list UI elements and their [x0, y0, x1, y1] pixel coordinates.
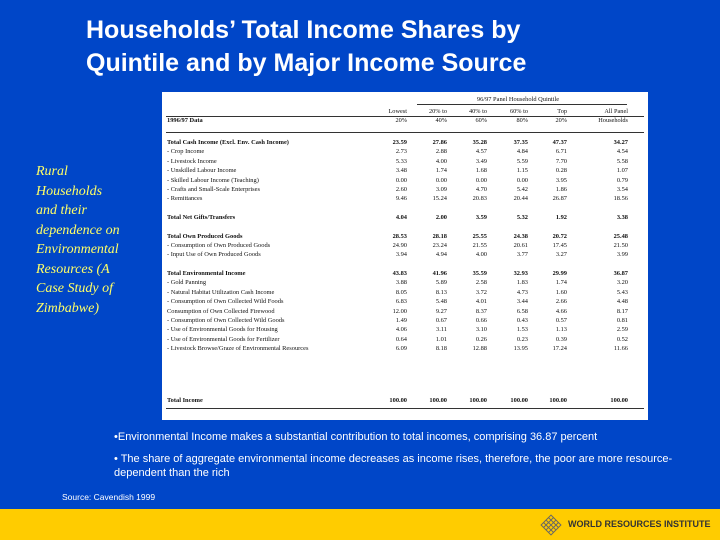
table-cell: 6.58 [516, 307, 528, 315]
table-cell: 8.18 [435, 345, 447, 353]
table-cell: 27.86 [432, 139, 447, 146]
table-cell: 43.83 [392, 270, 407, 277]
table-cell: 25.48 [613, 232, 628, 240]
table-cell: 23.59 [392, 139, 407, 146]
table-cell: 1.60 [555, 288, 567, 296]
table-cell: 21.50 [613, 242, 628, 249]
table-row-label: - Gold Panning [167, 279, 207, 287]
table-row-label: - Consumption of Own Collected Wild Foods [167, 298, 284, 306]
table-cell: 3.10 [475, 326, 487, 334]
table-cell: 5.48 [435, 298, 447, 306]
table-cell: 28.53 [392, 232, 407, 240]
side-note-line: Households [36, 183, 103, 199]
table-cell: 0.67 [435, 317, 447, 324]
table-cell: 4.54 [616, 148, 628, 156]
table-col-header-top: 40% to [468, 108, 487, 115]
table-col-header-top: 60% to [509, 108, 528, 115]
table-cell: 3.72 [475, 288, 487, 296]
table-cell: 20.83 [472, 195, 487, 203]
table-cell: 100.00 [389, 397, 407, 404]
side-note-line: dependence on [36, 222, 120, 238]
table-cell: 8.17 [616, 307, 628, 315]
table-rule [166, 408, 644, 409]
title-line-2: Quintile and by Major Income Source [86, 49, 527, 77]
side-note-line: Resources (A [36, 261, 110, 277]
bullet-list [114, 430, 684, 488]
table-row-label: - Crafts and Small-Scale Enterprises [167, 186, 260, 193]
table-row-label: - Consumption of Own Collected Wild Goods [167, 317, 285, 324]
table-cell: 0.52 [616, 335, 628, 343]
table-cell: 24.90 [392, 242, 407, 249]
table-cell: 0.39 [555, 335, 567, 343]
table-row-label: Total Income [167, 397, 203, 404]
title-line-1: Households’ Total Income Shares by [86, 16, 521, 44]
table-cell: 4.70 [475, 186, 487, 193]
table-cell: 5.59 [516, 157, 528, 165]
side-note [36, 162, 140, 318]
table-row-label: - Livestock Browse/Graze of Environmental Resources [167, 345, 309, 353]
table-cell: 32.93 [513, 270, 528, 277]
table-cell: 4.00 [475, 251, 487, 259]
table-cell: 28.18 [432, 232, 447, 240]
side-note-line: Case Study of [36, 281, 113, 296]
table-cell: 12.88 [472, 345, 487, 353]
table-row-label: - Use of Environmental Goods for Fertilizer [167, 335, 280, 343]
table-cell: 35.59 [472, 270, 487, 277]
bullet-item: •Environmental Income makes a substantial contribution to total incomes, comprising 36.87 percent [114, 431, 598, 443]
table-cell: 3.59 [475, 214, 487, 221]
side-note-line: Rural [36, 164, 68, 179]
table-cell: 29.99 [552, 270, 567, 277]
table-row-label: - Skilled Labour Income (Teaching) [167, 176, 259, 184]
table-cell: 25.55 [472, 232, 487, 240]
table-col-header-top: Lowest [388, 108, 407, 115]
table-corner-label: 1996/97 Data [167, 117, 203, 124]
table-col-header-bottom: 20% [555, 117, 567, 124]
table-col-header-bottom: Households [598, 117, 628, 124]
table-cell: 6.09 [395, 345, 407, 353]
table-row-label: Total Own Produced Goods [167, 232, 243, 240]
table-row-label: - Use of Environmental Goods for Housing [167, 326, 278, 334]
table-cell: 20.44 [513, 195, 528, 203]
table-cell: 100.00 [469, 397, 487, 404]
table-cell: 0.28 [555, 167, 567, 175]
table-cell: 8.37 [475, 307, 487, 315]
table-cell: 20.61 [513, 242, 528, 249]
table-cell: 37.35 [513, 139, 528, 146]
income-table [162, 92, 648, 420]
table-cell: 1.92 [555, 214, 567, 221]
table-cell: 5.42 [516, 186, 528, 193]
side-note-line: and their [36, 203, 87, 218]
table-cell: 6.71 [555, 148, 567, 156]
table-rule [417, 104, 627, 105]
table-cell: 4.73 [516, 288, 528, 296]
table-cell: 0.64 [395, 335, 407, 343]
table-cell: 17.45 [552, 242, 567, 249]
table-cell: 4.66 [555, 307, 567, 315]
table-cell: 17.24 [552, 345, 567, 353]
table-cell: 12.00 [392, 307, 407, 315]
table-cell: 15.24 [432, 195, 447, 203]
table-cell: 4.84 [516, 148, 528, 156]
table-cell: 4.04 [395, 214, 407, 221]
table-cell: 100.00 [610, 397, 628, 404]
table-cell: 3.11 [436, 326, 447, 334]
table-cell: 41.96 [432, 270, 447, 277]
table-cell: 2.66 [555, 298, 567, 306]
table-rule [166, 132, 644, 133]
table-row-label: - Consumption of Own Produced Goods [167, 242, 271, 249]
table-cell: 1.49 [395, 317, 407, 324]
table-col-header-top: Top [557, 108, 567, 115]
table-cell: 24.38 [513, 232, 528, 240]
table-cell: 0.00 [516, 176, 528, 184]
table-cell: 3.99 [616, 251, 628, 259]
table-row-label: Total Environmental Income [167, 270, 246, 277]
table-cell: 9.27 [435, 307, 447, 315]
table-cell: 3.09 [435, 186, 447, 193]
table-cell: 4.48 [616, 298, 628, 306]
table-cell: 4.00 [435, 157, 447, 165]
table-row-label: - Crop Income [167, 148, 205, 156]
side-note-line: Environmental [36, 242, 119, 257]
table-cell: 1.07 [616, 167, 628, 175]
table-cell: 1.86 [555, 186, 567, 193]
table-row-label: - Livestock Income [167, 157, 217, 165]
table-cell: 3.44 [516, 298, 528, 306]
table-cell: 1.83 [516, 279, 528, 287]
table-row-label: - Remittances [167, 195, 203, 203]
table-cell: 18.56 [613, 195, 628, 203]
slide-title [86, 14, 686, 80]
table-cell: 9.46 [395, 195, 407, 203]
table-col-header-bottom: 80% [516, 117, 528, 124]
source-note: Source: Cavendish 1999 [62, 492, 156, 502]
table-cell: 100.00 [429, 397, 447, 404]
table-col-header-bottom: 40% [435, 117, 447, 124]
table-cell: 1.74 [435, 167, 447, 175]
table-col-header-bottom: 20% [395, 117, 407, 124]
bullet-item: • The share of aggregate environmental income decreases as income rises, therefore, the poor are more resource-dependent than the rich [114, 453, 673, 479]
table-cell: 0.00 [475, 176, 487, 184]
table-cell: 3.49 [475, 157, 487, 165]
table-cell: 2.58 [475, 279, 487, 287]
table-cell: 6.83 [395, 298, 407, 306]
table-cell: 3.20 [616, 279, 628, 287]
table-col-header-top: All Panel [604, 108, 628, 115]
table-cell: 2.00 [435, 214, 447, 221]
table-group-header: 96/97 Panel Household Quintile [476, 96, 560, 103]
table-cell: 1.13 [555, 326, 567, 334]
table-cell: 47.37 [552, 139, 567, 146]
table-cell: 1.01 [435, 335, 447, 343]
table-cell: 0.66 [475, 317, 487, 324]
table-cell: 35.28 [472, 139, 487, 146]
table-cell: 7.70 [555, 157, 567, 165]
table-cell: 5.89 [435, 279, 447, 287]
table-row-label: - Unskilled Labour Income [167, 167, 237, 175]
table-col-header-bottom: 60% [475, 117, 487, 124]
table-cell: 100.00 [510, 397, 528, 404]
table-cell: 13.95 [513, 345, 528, 353]
table-cell: 4.57 [475, 148, 487, 156]
table-cell: 0.79 [616, 176, 628, 184]
table-cell: 2.88 [435, 148, 447, 156]
table-cell: 5.32 [516, 214, 528, 221]
table-cell: 1.15 [516, 167, 528, 175]
table-cell: 0.43 [516, 317, 528, 324]
table-cell: 0.23 [516, 335, 528, 343]
table-cell: 34.27 [613, 139, 628, 146]
table-cell: 2.60 [395, 186, 407, 193]
table-cell: 0.57 [555, 317, 567, 324]
table-cell: 3.27 [555, 251, 567, 259]
table-cell: 36.87 [613, 270, 628, 277]
table-cell: 5.33 [395, 157, 407, 165]
table-cell: 3.48 [395, 167, 407, 175]
table-cell: 2.59 [616, 326, 628, 334]
table-cell: 3.88 [395, 279, 407, 287]
table-cell: 0.81 [616, 317, 628, 324]
table-cell: 21.55 [472, 242, 487, 249]
table-cell: 5.43 [616, 288, 628, 296]
table-cell: 4.06 [395, 326, 407, 334]
table-cell: 4.94 [435, 251, 447, 259]
side-note-line: Zimbabwe) [36, 300, 99, 316]
table-row-label: Total Net Gifts/Transfers [167, 214, 236, 221]
table-cell: 4.01 [475, 298, 487, 306]
table-cell: 3.94 [395, 251, 407, 259]
wri-org-name: WORLD RESOURCES INSTITUTE [568, 519, 711, 529]
table-row-label: Consumption of Own Collected Firewood [167, 307, 275, 315]
table-cell: 1.74 [555, 279, 567, 287]
table-cell: 1.53 [516, 326, 528, 334]
table-cell: 3.77 [516, 251, 528, 259]
table-cell: 11.66 [613, 345, 628, 353]
table-cell: 3.38 [616, 214, 628, 221]
table-cell: 0.00 [395, 176, 407, 184]
table-cell: 100.00 [549, 397, 567, 404]
table-cell: 2.73 [395, 148, 407, 156]
table-cell: 20.72 [552, 232, 567, 240]
table-row-label: - Input Use of Own Produced Goods [167, 251, 261, 259]
table-cell: 8.13 [435, 288, 447, 296]
table-cell: 23.24 [432, 242, 447, 249]
table-cell: 3.95 [555, 176, 567, 184]
table-cell: 1.68 [475, 167, 487, 175]
table-cell: 8.05 [395, 288, 407, 296]
table-row-label: - Natural Habitat Utilization Cash Income [167, 288, 275, 296]
table-cell: 0.00 [435, 176, 447, 184]
wri-grid-logo-icon [540, 514, 562, 536]
table-cell: 3.54 [616, 186, 628, 193]
table-cell: 0.26 [475, 335, 487, 343]
table-col-header-top: 20% to [428, 108, 447, 115]
table-cell: 26.87 [552, 195, 567, 203]
table-cell: 5.58 [616, 157, 628, 165]
table-row-label: Total Cash Income (Excl. Env. Cash Income) [167, 139, 289, 146]
